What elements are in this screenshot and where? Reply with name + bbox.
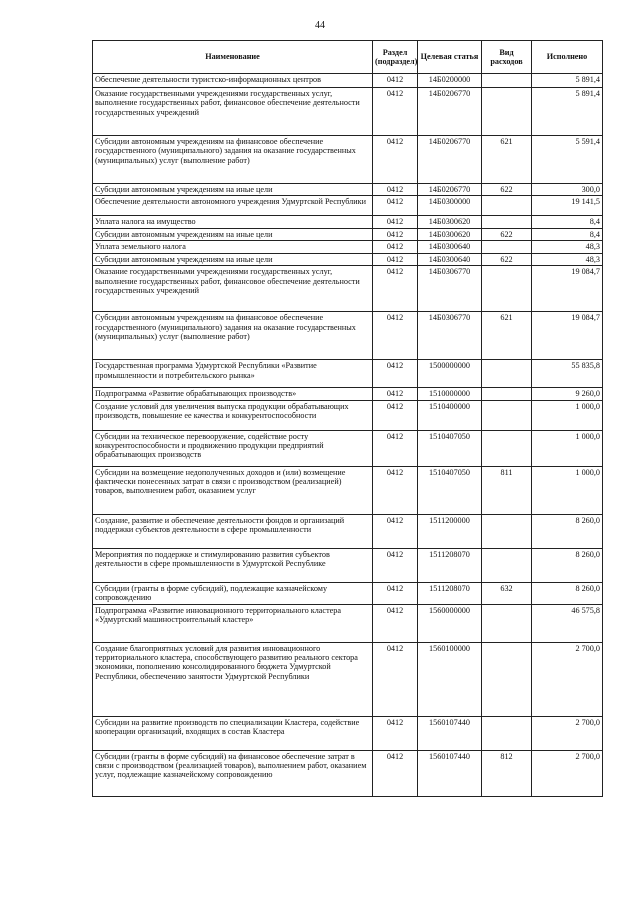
table-row	[93, 74, 603, 88]
cell-celevaya: 14Б0300620	[418, 228, 482, 240]
cell-razdel: 0412	[373, 514, 418, 548]
cell-vid: 622	[482, 228, 532, 240]
cell-name: Уплата налога на имущество	[93, 216, 373, 228]
header-razdel: Раздел (подраздел)	[373, 41, 418, 74]
cell-vid: 622	[482, 253, 532, 265]
cell-vid	[482, 241, 532, 253]
cell-name: Уплата земельного налога	[93, 241, 373, 253]
cell-celevaya: 14Б0306770	[418, 312, 482, 360]
table-row	[93, 642, 603, 716]
table-row	[93, 312, 603, 360]
cell-vid: 622	[482, 184, 532, 196]
cell-celevaya: 1500000000	[418, 360, 482, 388]
header-name: Наименование	[93, 41, 373, 74]
cell-name: Обеспечение деятельности туристско-информационных центров	[93, 74, 373, 88]
cell-vid	[482, 388, 532, 400]
cell-ispolneno: 9 260,0	[532, 388, 603, 400]
cell-razdel: 0412	[373, 604, 418, 642]
cell-celevaya: 14Б0200000	[418, 74, 482, 88]
cell-celevaya: 1510407050	[418, 466, 482, 514]
table-row	[93, 253, 603, 265]
cell-ispolneno: 8 260,0	[532, 582, 603, 604]
cell-celevaya: 1511208070	[418, 548, 482, 582]
cell-vid	[482, 604, 532, 642]
table-row	[93, 582, 603, 604]
table-row	[93, 548, 603, 582]
cell-celevaya: 1560000000	[418, 604, 482, 642]
table-row	[93, 604, 603, 642]
cell-razdel: 0412	[373, 74, 418, 88]
cell-name: Субсидии на возмещение недополученных доходов и (или) возмещение фактически понесенных затрат в связи с производством (реализацией) товаров, выполнением работ, оказанием услуг	[93, 466, 373, 514]
cell-name: Создание условий для увеличения выпуска продукции обрабатывающих производств, повышение ее качества и конкурентоспособности	[93, 400, 373, 430]
cell-vid	[482, 642, 532, 716]
table-row	[93, 266, 603, 312]
cell-vid: 621	[482, 136, 532, 184]
cell-razdel: 0412	[373, 196, 418, 216]
cell-vid	[482, 430, 532, 466]
cell-ispolneno: 8,4	[532, 228, 603, 240]
cell-name: Субсидии автономным учреждениям на финансовое обеспечение государственного (муниципального) задания на оказание государственных (муниципальных) услуг (выполнение работ)	[93, 136, 373, 184]
cell-razdel: 0412	[373, 400, 418, 430]
cell-name: Субсидии автономным учреждениям на финансовое обеспечение государственного (муниципального) задания на оказание государственных (муниципальных) услуг (выполнение работ)	[93, 312, 373, 360]
cell-razdel: 0412	[373, 216, 418, 228]
cell-vid	[482, 360, 532, 388]
table-row	[93, 136, 603, 184]
table-row	[93, 196, 603, 216]
cell-celevaya: 1510407050	[418, 430, 482, 466]
table-row	[93, 716, 603, 750]
cell-ispolneno: 2 700,0	[532, 750, 603, 796]
cell-name: Оказание государственными учреждениями государственных услуг, выполнение государственных работ, финансовое обеспечение деятельности государственных учреждений	[93, 88, 373, 136]
cell-ispolneno: 46 575,8	[532, 604, 603, 642]
cell-celevaya: 1560107440	[418, 750, 482, 796]
cell-name: Оказание государственными учреждениями государственных услуг, выполнение государственных работ, финансовое обеспечение деятельности государственных учреждений	[93, 266, 373, 312]
table-row	[93, 228, 603, 240]
cell-name: Субсидии автономным учреждениям на иные цели	[93, 253, 373, 265]
cell-name: Государственная программа Удмуртской Республики «Развитие промышленности и потребительского рынка»	[93, 360, 373, 388]
cell-vid	[482, 548, 532, 582]
cell-celevaya: 14Б0300000	[418, 196, 482, 216]
table-row	[93, 88, 603, 136]
cell-ispolneno: 48,3	[532, 253, 603, 265]
cell-celevaya: 1560100000	[418, 642, 482, 716]
cell-celevaya: 1510400000	[418, 400, 482, 430]
cell-celevaya: 1511208070	[418, 582, 482, 604]
cell-name: Подпрограмма «Развитие обрабатывающих производств»	[93, 388, 373, 400]
cell-celevaya: 14Б0300640	[418, 253, 482, 265]
cell-celevaya: 1510000000	[418, 388, 482, 400]
cell-vid: 812	[482, 750, 532, 796]
cell-celevaya: 1560107440	[418, 716, 482, 750]
cell-celevaya: 14Б0206770	[418, 136, 482, 184]
cell-razdel: 0412	[373, 750, 418, 796]
table-row	[93, 388, 603, 400]
cell-razdel: 0412	[373, 241, 418, 253]
cell-ispolneno: 8 260,0	[532, 514, 603, 548]
cell-ispolneno: 8 260,0	[532, 548, 603, 582]
cell-vid	[482, 266, 532, 312]
cell-ispolneno: 2 700,0	[532, 716, 603, 750]
cell-ispolneno: 1 000,0	[532, 400, 603, 430]
cell-vid	[482, 88, 532, 136]
cell-razdel: 0412	[373, 312, 418, 360]
cell-name: Обеспечение деятельности автономного учреждения Удмуртской Республики	[93, 196, 373, 216]
cell-razdel: 0412	[373, 253, 418, 265]
cell-razdel: 0412	[373, 184, 418, 196]
cell-ispolneno: 1 000,0	[532, 466, 603, 514]
cell-razdel: 0412	[373, 266, 418, 312]
cell-name: Субсидии (гранты в форме субсидий) на финансовое обеспечение затрат в связи с производством (реализацией товаров), выполнением работ, оказанием услуг, подлежащие казначейскому сопровождению	[93, 750, 373, 796]
cell-name: Подпрограмма «Развитие инновационного территориального кластера «Удмуртский машиностроительный кластер»	[93, 604, 373, 642]
cell-razdel: 0412	[373, 548, 418, 582]
cell-ispolneno: 5 891,4	[532, 74, 603, 88]
cell-vid	[482, 400, 532, 430]
cell-name: Субсидии автономным учреждениям на иные цели	[93, 228, 373, 240]
cell-vid	[482, 716, 532, 750]
cell-razdel: 0412	[373, 430, 418, 466]
cell-ispolneno: 19 084,7	[532, 312, 603, 360]
cell-name: Субсидии (гранты в форме субсидий), подлежащие казначейскому сопровождению	[93, 582, 373, 604]
cell-celevaya: 14Б0206770	[418, 88, 482, 136]
header-ispolneno: Исполнено	[532, 41, 603, 74]
table-row	[93, 430, 603, 466]
cell-ispolneno: 2 700,0	[532, 642, 603, 716]
cell-vid	[482, 74, 532, 88]
cell-name: Субсидии на техническое перевооружение, содействие росту конкурентоспособности и продвижению продукции предприятий обрабатывающих производств	[93, 430, 373, 466]
cell-celevaya: 14Б0306770	[418, 266, 482, 312]
cell-ispolneno: 8,4	[532, 216, 603, 228]
page-number: 44	[315, 20, 325, 31]
cell-celevaya: 14Б0206770	[418, 184, 482, 196]
cell-ispolneno: 1 000,0	[532, 430, 603, 466]
table-row	[93, 241, 603, 253]
cell-celevaya: 14Б0300640	[418, 241, 482, 253]
cell-razdel: 0412	[373, 360, 418, 388]
cell-name: Создание благоприятных условий для развития инновационного территориального кластера, способствующего развитию реального сектора экономики, пополнению консолидированного бюджета Удмуртской Республики, обеспечению занятости Удмуртской Республики	[93, 642, 373, 716]
table-row	[93, 750, 603, 796]
cell-ispolneno: 55 835,8	[532, 360, 603, 388]
cell-vid	[482, 196, 532, 216]
cell-ispolneno: 5 891,4	[532, 88, 603, 136]
cell-celevaya: 14Б0300620	[418, 216, 482, 228]
cell-vid: 632	[482, 582, 532, 604]
cell-razdel: 0412	[373, 136, 418, 184]
table-row	[93, 360, 603, 388]
cell-ispolneno: 19 084,7	[532, 266, 603, 312]
table-row	[93, 400, 603, 430]
cell-razdel: 0412	[373, 388, 418, 400]
table-row	[93, 514, 603, 548]
cell-ispolneno: 300,0	[532, 184, 603, 196]
cell-vid: 811	[482, 466, 532, 514]
cell-name: Мероприятия по поддержке и стимулированию развития субъектов деятельности в сфере промышленности в Удмуртской Республике	[93, 548, 373, 582]
header-vid: Вид расходов	[482, 41, 532, 74]
cell-vid	[482, 216, 532, 228]
cell-ispolneno: 48,3	[532, 241, 603, 253]
cell-razdel: 0412	[373, 228, 418, 240]
table-row	[93, 466, 603, 514]
cell-vid	[482, 514, 532, 548]
table-header-row	[93, 41, 603, 74]
cell-razdel: 0412	[373, 582, 418, 604]
budget-table	[92, 40, 603, 797]
table-row	[93, 216, 603, 228]
cell-razdel: 0412	[373, 466, 418, 514]
cell-name: Субсидии на развитие производств по специализации Кластера, содействие кооперации организаций, входящих в состав Кластера	[93, 716, 373, 750]
cell-razdel: 0412	[373, 642, 418, 716]
cell-name: Субсидии автономным учреждениям на иные цели	[93, 184, 373, 196]
header-celevaya: Целевая статья	[418, 41, 482, 74]
cell-razdel: 0412	[373, 716, 418, 750]
cell-name: Создание, развитие и обеспечение деятельности фондов и организаций поддержки субъектов деятельности в сфере промышленности	[93, 514, 373, 548]
table-row	[93, 184, 603, 196]
cell-razdel: 0412	[373, 88, 418, 136]
cell-ispolneno: 5 591,4	[532, 136, 603, 184]
cell-vid: 621	[482, 312, 532, 360]
cell-ispolneno: 19 141,5	[532, 196, 603, 216]
cell-celevaya: 1511200000	[418, 514, 482, 548]
